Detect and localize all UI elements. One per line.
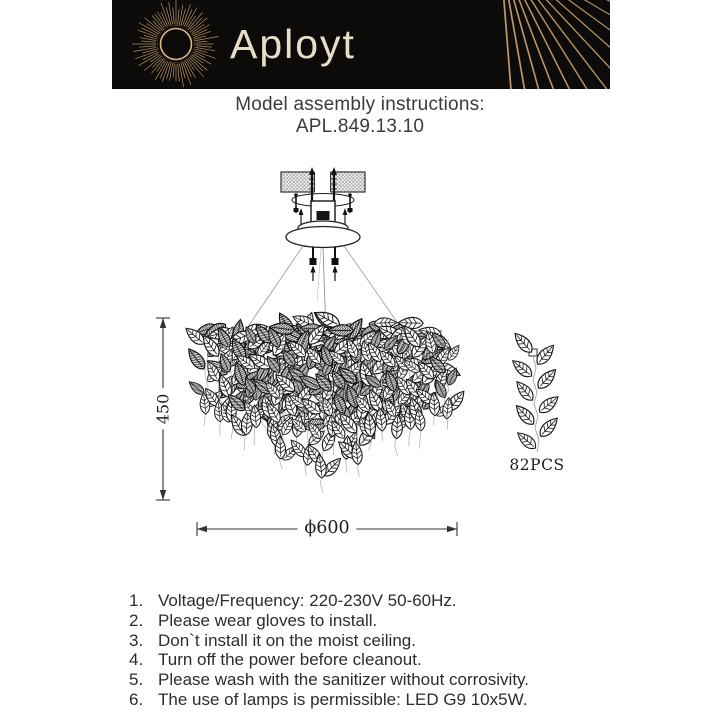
instruction-item	[129, 650, 684, 670]
instruction-item	[129, 631, 684, 651]
ceiling-mount-drawing	[243, 167, 404, 334]
instruction-number: 1.	[129, 591, 144, 610]
instruction-number: 5.	[129, 670, 144, 690]
instruction-text: Turn off the power before cleanout.	[158, 650, 422, 670]
instruction-number: 4.	[129, 650, 144, 670]
instruction-item	[129, 690, 684, 710]
instruction-item	[129, 670, 684, 690]
instruction-text: Don`t install it on the moist ceiling.	[158, 630, 416, 650]
instruction-text: The use of lamps is permissible: LED G9 10x5W.	[158, 689, 528, 709]
chandelier-drawing	[183, 307, 468, 492]
instructions-list	[129, 591, 684, 710]
instruction-number: 3.	[129, 630, 144, 650]
leaf-strand-detail	[509, 330, 561, 452]
instruction-text: Voltage/Frequency: 220-230V 50-60Hz.	[158, 591, 457, 610]
instruction-number: 2.	[129, 610, 144, 630]
instruction-text: Please wear gloves to install.	[158, 610, 378, 630]
page-title: Model assembly instructions:	[235, 94, 485, 115]
instruction-item	[129, 611, 684, 631]
instruction-item	[129, 591, 684, 611]
pieces-count-label: 82PCS	[509, 456, 565, 474]
diameter-dimension-label: ϕ600	[297, 518, 356, 538]
height-dimension-label: 450	[154, 389, 173, 430]
instruction-number: 6.	[129, 689, 144, 709]
instruction-text: Please wash with the sanitizer without corrosivity.	[158, 670, 530, 690]
brand-wordmark: Aployt	[230, 21, 356, 67]
model-number: APL.849.13.10	[295, 116, 425, 137]
